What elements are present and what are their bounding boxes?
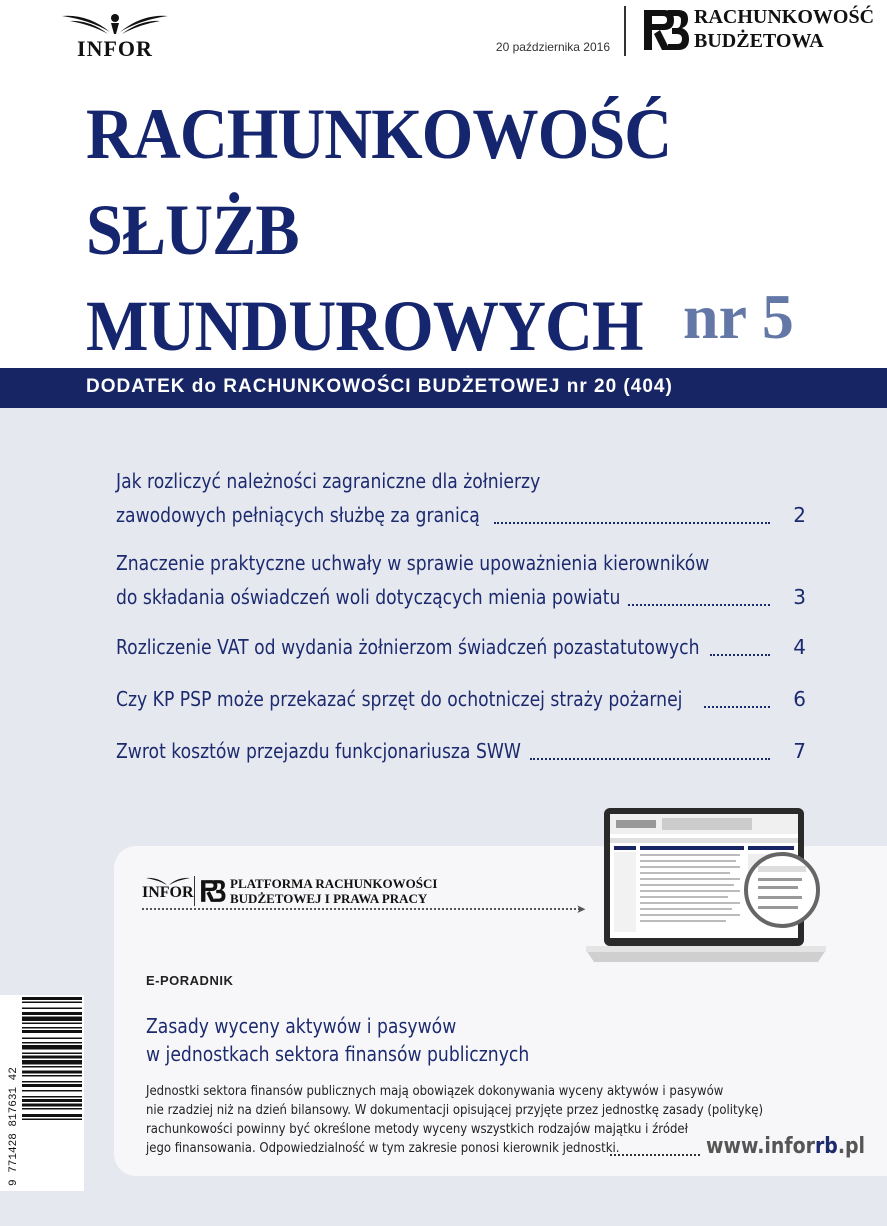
e-poradnik-label: E-PORADNIK [146,973,234,988]
barcode-bar [22,1056,82,1059]
toc-page-number: 4 [793,635,806,659]
barcode-bar [22,1114,82,1117]
barcode-bar [22,1045,82,1050]
toc-dot-leader [530,758,770,760]
toc-page-number: 7 [793,739,806,763]
platform-name-line2: BUDŻETOWEJ I PRAWA PRACY [230,891,428,906]
platform-logo [142,876,438,910]
header-divider [624,6,626,56]
arrow-right-icon: ➤ [576,902,587,916]
laptop-illustration [586,804,846,974]
toc-entry-title-line: Znaczenie praktyczne uchwały w sprawie upoważnienia kierowników [116,551,710,575]
description-line: jego finansowania. Odpowiedzialność w tym zakresie ponosi kierownik jednostki. [146,1141,620,1156]
barcode-bar [22,1108,82,1110]
toc-entry[interactable] [116,464,806,532]
e-poradnik-title-line2: w jednostkach sektora finansów publicznych [146,1042,530,1066]
barcode-bar [22,1099,82,1102]
issue-number: nr 5 [683,281,794,352]
infor-birds-icon [60,12,170,36]
rb-monogram-icon [200,878,226,904]
toc-entry-title-line: Jak rozliczyć należności zagraniczne dla żołnierzy [116,469,541,493]
barcode-bar [22,1002,82,1004]
toc-page-number: 6 [793,687,806,711]
cover-title-line1: RACHUNKOWOŚĆ [86,94,672,174]
platform-infor-wordmark: INFOR [142,884,194,901]
toc-dot-leader [704,706,770,708]
infor-wordmark: INFOR [77,36,153,61]
toc-entry[interactable] [116,630,806,664]
toc-entry-title-line: Zwrot kosztów przejazdu funkcjonariusza SWW [116,739,521,763]
barcode-bar [22,1012,82,1015]
rb-logo-line1: RACHUNKOWOŚĆ [694,6,875,28]
cover-title-line2: SŁUŻB [86,190,299,270]
barcode-bar [22,1027,82,1029]
cover-title-line3: MUNDUROWYCH [86,286,643,366]
toc-entry-title-line: Rozliczenie VAT od wydania żołnierzom świadczeń pozastatutowych [116,635,700,659]
url-suffix: .pl [837,1134,866,1159]
barcode-bar [22,1081,82,1083]
barcode-bar [22,1096,82,1098]
toc-page-number: 2 [793,503,806,527]
barcode-bar [22,1104,82,1107]
rb-monogram-icon [642,6,690,54]
url-highlight: rb [814,1134,838,1159]
barcode-bar [22,1119,82,1121]
barcode-bar [22,997,82,1000]
barcode-bar [22,1066,82,1068]
barcode-digits-text: 9 771428 817631 42 [8,1067,20,1186]
barcode-bar [22,1042,82,1044]
toc-dot-leader [494,522,770,524]
e-poradnik-title [146,1012,662,1068]
barcode-bar [22,1017,82,1022]
toc-entry-title-line: Czy KP PSP może przekazać sprzęt do ochotniczej straży pożarnej [116,687,683,711]
description-line: Jednostki sektora finansów publicznych mają obowiązek dokonywania wyceny aktywów i pasywów [146,1084,724,1099]
infor-logo [55,12,175,60]
supplement-band-text: DODATEK do RACHUNKOWOŚCI BUDŻETOWEJ nr 20 (404) [86,376,673,397]
toc-dot-leader [710,654,770,656]
platform-name-line1: PLATFORMA RACHUNKOWOŚCI [230,876,438,891]
barcode-bar [22,1053,82,1055]
supplement-band [0,368,887,408]
barcode-bar [22,1023,82,1025]
barcode-bar [22,1060,82,1065]
barcode-digits [6,1000,18,1188]
barcode-bar [22,1090,82,1092]
toc-entry[interactable] [116,546,806,614]
barcode-bar [22,1008,82,1010]
cover-title [86,86,785,374]
toc-entry-title-line: zawodowych pełniących służbę za granicą [116,503,480,527]
dotted-arrow-line [142,908,580,910]
barcode-bar [22,1084,82,1087]
barcode-bar [22,1071,82,1074]
description-dot-leader [610,1154,700,1156]
rb-logo-line2: BUDŻETOWA [694,30,824,52]
description-line: nie rzadziej niż na dzień bilansowy. W dokumentacji opisującej przyjęte przez jednostkę zasady (politykę) [146,1103,764,1118]
barcode-bar [22,1038,82,1040]
website-link[interactable] [706,1134,865,1159]
platform-divider [194,876,195,906]
toc-entry-title-line: do składania oświadczeń woli dotyczących mienia powiatu [116,585,621,609]
toc-entry[interactable] [116,734,806,768]
masthead [0,0,887,80]
url-prefix: www.infor [706,1134,815,1159]
barcode-bar [22,1075,82,1077]
toc-page-number: 3 [793,585,806,609]
issue-date: 20 października 2016 [495,40,610,54]
rachunkowosc-budzetowa-logo [642,6,875,56]
e-poradnik-description [146,1082,776,1158]
e-poradnik-title-line1: Zasady wyceny aktywów i pasywów [146,1014,457,1038]
barcode-bar [22,1030,82,1033]
toc-dot-leader [628,604,770,606]
toc-entry[interactable] [116,682,806,716]
description-line: rachunkowości powinny być określone metody wyceny wszystkich rodzajów majątku i źródeł [146,1122,688,1137]
